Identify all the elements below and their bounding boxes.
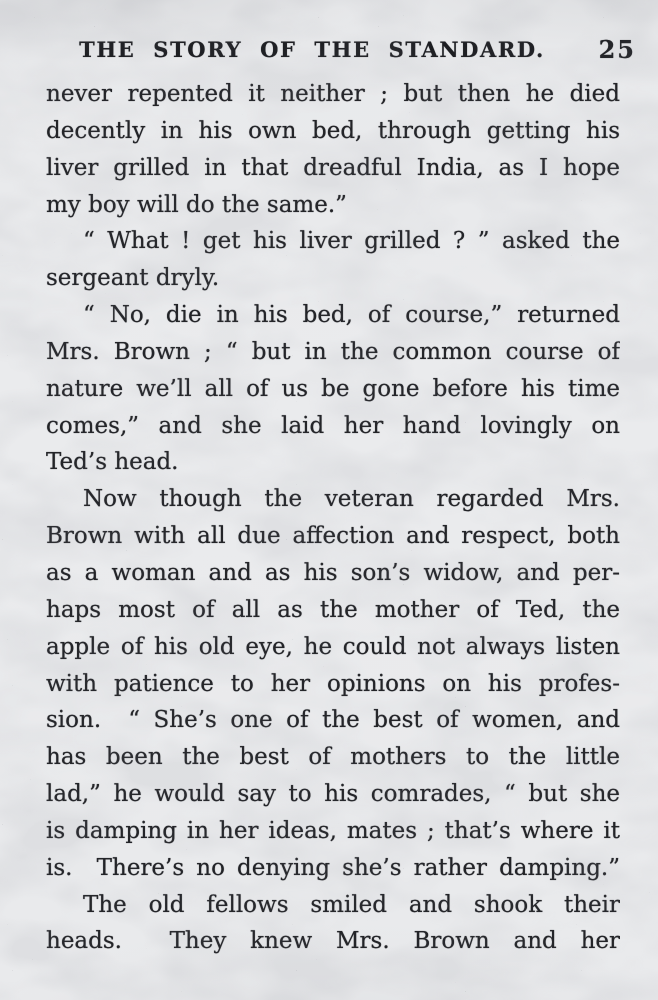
running-header (46, 37, 638, 67)
text-line: Ted’s head. (46, 449, 179, 476)
text-line: with patience to her opinions on his profes- (46, 670, 620, 697)
text-line: is damping in her ideas, mates ; that’s where it (46, 817, 620, 844)
page-number: 25 (598, 35, 636, 64)
text-line: decently in his own bed, through getting his (46, 117, 620, 144)
text-line: apple of his old eye, he could not always listen (46, 633, 620, 660)
text-line: sion. “ She’s one of the best of women, and (46, 707, 620, 734)
text-line: The old fellows smiled and shook their (83, 891, 620, 918)
text-line: never repented it neither ; but then he died (46, 81, 620, 107)
text-line: my boy will do the same.” (46, 191, 347, 218)
text-line: heads. They knew Mrs. Brown and her (46, 928, 620, 955)
text-line: “ What ! get his liver grilled ? ” asked the (83, 228, 620, 255)
text-block (46, 76, 620, 960)
text-line: nature we’ll all of us be gone before his time (46, 375, 620, 402)
text-line: Mrs. Brown ; “ but in the common course of (46, 338, 620, 365)
text-line: liver grilled in that dreadful India, as I hope (46, 154, 620, 181)
text-line: as a woman and as his son’s widow, and per- (46, 559, 620, 586)
text-line: “ No, die in his bed, of course,” returned (83, 302, 620, 329)
text-line: comes,” and she laid her hand lovingly on (46, 412, 620, 439)
text-line: sergeant dryly. (46, 265, 220, 292)
text-line: lad,” he would say to his comrades, “ but she (46, 781, 620, 808)
running-header-title: THE STORY OF THE STANDARD. (79, 37, 545, 62)
text-line: has been the best of mothers to the little (46, 744, 620, 771)
text-line: is. There’s no denying she’s rather damping.” (46, 854, 620, 881)
text-line: haps most of all as the mother of Ted, the (46, 596, 620, 623)
text-line: Brown with all due affection and respect, both (46, 523, 620, 550)
text-line: Now though the veteran regarded Mrs. (83, 486, 620, 513)
